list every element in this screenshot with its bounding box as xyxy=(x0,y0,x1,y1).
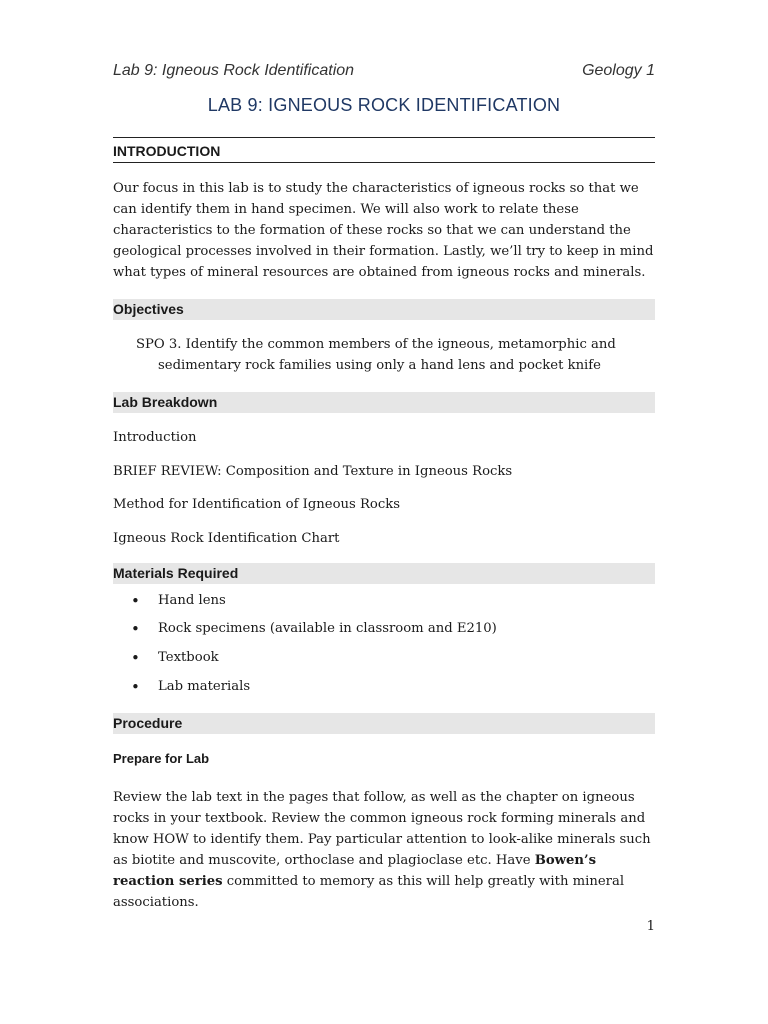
breakdown-item: Igneous Rock Identification Chart xyxy=(113,531,340,546)
breakdown-item: Method for Identification of Igneous Rocks xyxy=(113,497,401,512)
materials-item-label: Lab materials xyxy=(158,679,251,694)
introduction-heading-box xyxy=(113,137,655,163)
introduction-paragraph: Our focus in this lab is to study the characteristics of igneous rocks so that we can identify them in hand specimen. We will also work to relate these characteristics to the formation of these rocks so that we can understand the geological processes involved in their formation. Lastly, we’ll try to keep in mind what types of mineral resources are obtained from igneous rocks and minerals. xyxy=(113,181,654,280)
materials-item-label: Hand lens xyxy=(158,593,226,608)
objective-item: SPO 3. Identify the common members of the igneous, metamorphic and sedimentary rock families using only a hand lens and pocket knife xyxy=(136,337,616,373)
running-header-right: Geology 1 xyxy=(582,62,655,79)
procedure-heading-band xyxy=(113,713,655,734)
materials-heading: Materials Required xyxy=(113,565,239,581)
bullet-icon: • xyxy=(131,620,140,638)
materials-item-label: Textbook xyxy=(158,650,219,665)
bullet-icon: • xyxy=(131,592,140,610)
introduction-heading: INTRODUCTION xyxy=(113,143,221,159)
objectives-heading-band xyxy=(113,299,655,320)
bullet-icon: • xyxy=(131,678,140,696)
procedure-text-end: committed to memory as this will help greatly with mineral associations. xyxy=(113,874,625,910)
lab-breakdown-heading-band xyxy=(113,392,655,413)
breakdown-item: Introduction xyxy=(113,430,197,445)
procedure-paragraph xyxy=(113,787,658,913)
materials-heading-band xyxy=(113,563,655,584)
materials-item-label: Rock specimens (available in classroom and E210) xyxy=(158,621,497,636)
prepare-for-lab-subheading: Prepare for Lab xyxy=(113,751,210,766)
page-title: LAB 9: IGNEOUS ROCK IDENTIFICATION xyxy=(207,95,561,115)
bullet-icon: • xyxy=(131,649,140,667)
objectives-heading: Objectives xyxy=(113,301,184,317)
procedure-heading: Procedure xyxy=(113,715,183,731)
lab-breakdown-heading: Lab Breakdown xyxy=(113,394,218,410)
bowens-reaction-series-term: Bowen’s reaction series xyxy=(113,853,596,889)
procedure-text-start: Review the lab text in the pages that follow, as well as the chapter on igneous rocks in your textbook. Review the common igneous rock forming minerals and know HOW to identify them. Pay particular attention to look-alike minerals such as biotite and muscovite, orthoclase and plagioclase etc. Have xyxy=(113,790,651,868)
running-header-left: Lab 9: Igneous Rock Identification xyxy=(113,62,355,79)
page-number: 1 xyxy=(646,919,655,934)
breakdown-item: BRIEF REVIEW: Composition and Texture in Igneous Rocks xyxy=(113,464,513,479)
